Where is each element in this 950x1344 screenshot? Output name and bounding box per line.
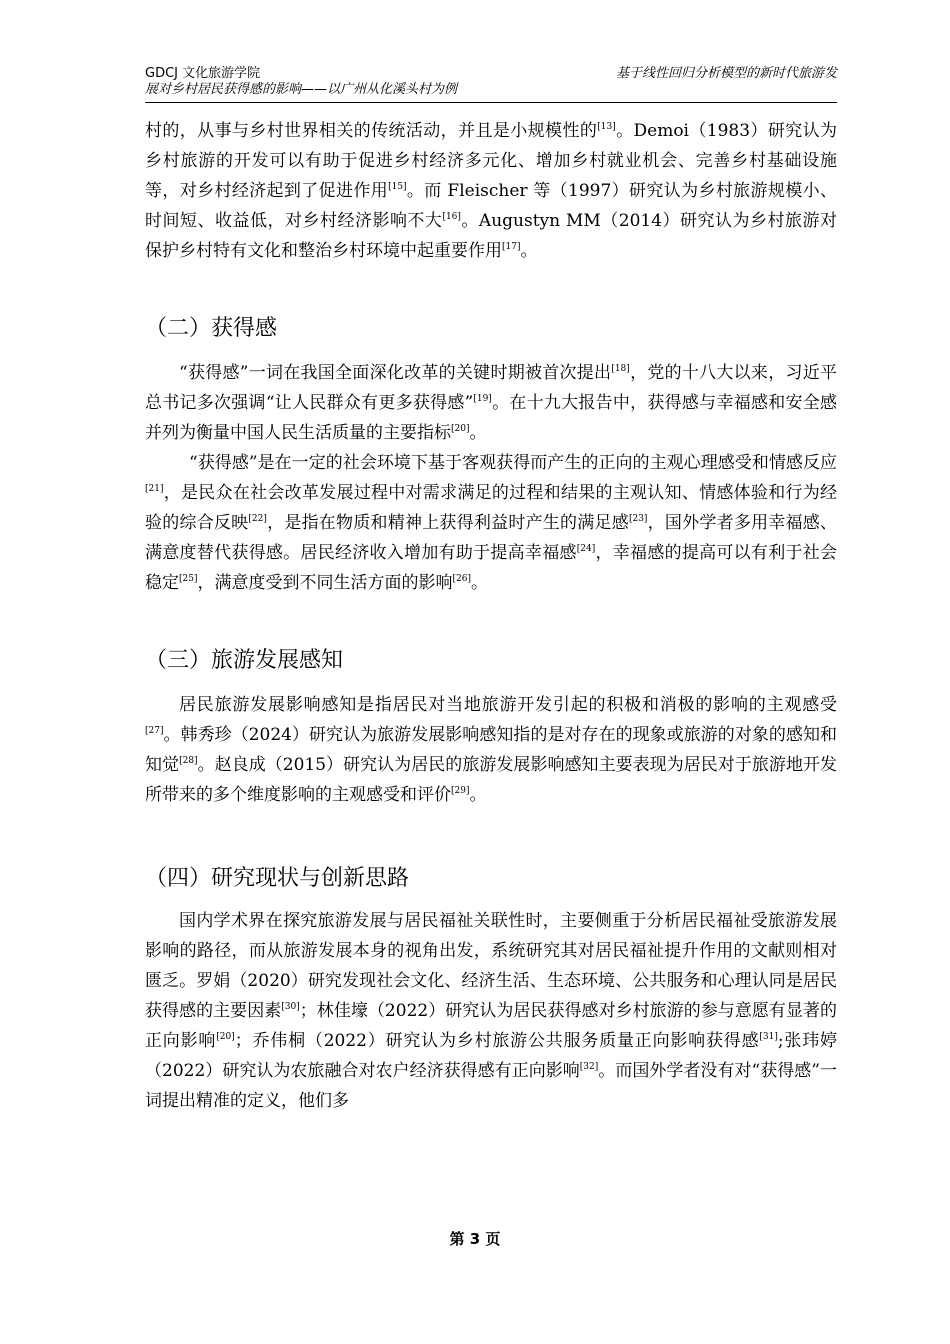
citation: [27] [145,726,164,736]
citation: [25] [179,574,198,584]
citation: [15] [388,182,407,192]
citation: [30] [281,1002,300,1012]
citation: [24] [576,544,596,554]
citation: [21] [145,484,164,494]
citation: [19] [473,394,492,404]
page-number: 第 3 页 [449,1230,501,1248]
body-text [145,116,837,1116]
citation: [22] [248,514,267,524]
citation: [32] [579,1062,599,1072]
paragraph-rural-tourism-literature: 村的，从事与乡村世界相关的传统活动，并且是小规模性的[13]。Demoi（1983）研究认为乡村旅游的开发可以有助于促进乡村经济多元化、增加乡村就业机会、完善乡村基础设施等，对乡村经济起到了促进作用[15]。而 Fleischer 等（1997）研究认为乡村旅游规模小、时间短、收益低，对乡村经济影响不大[16]。Augustyn MM（2014）研究认为乡村旅游对保护乡村特有文化和整治乡村环境中起重要作用[17]。 [145,121,838,261]
header-divider [145,102,837,103]
citation: [26] [452,574,471,584]
citation: [29] [451,786,470,796]
citation: [17] [502,242,521,252]
section-heading-research-status: （四）研究现状与创新思路 [145,866,410,891]
citation: [28] [179,756,198,766]
paragraph-sense-of-gain-definition: “获得感”是在一定的社会环境下基于客观获得而产生的正向的主观心理感受和情感反应[21]，是民众在社会改革发展过程中对需求满足的过程和结果的主观认知、情感体验和行为经验的综合反映[22]，是指在物质和精神上获得利益时产生的满足感[23]，国外学者多用幸福感、满意度替代获得感。居民经济收入增加有助于提高幸福感[24]，幸福感的提高可以有利于社会稳定[25]，满意度受到不同生活方面的影响[26]。 [145,453,838,593]
paragraph-tourism-perception: 居民旅游发展影响感知是指居民对当地旅游开发引起的积极和消极的影响的主观感受[27]。韩秀珍（2024）研究认为旅游发展影响感知指的是对存在的现象或旅游的对象的感知和知觉[28]。赵良成（2015）研究认为居民的旅游发展影响感知主要表现为居民对于旅游地开发所带来的多个维度影响的主观感受和评价[29]。 [145,695,838,805]
header-institution: GDCJ 文化旅游学院 [145,66,261,81]
citation: [13] [597,122,616,132]
section-heading-sense-of-gain: （二）获得感 [145,316,278,341]
running-header [145,66,837,98]
citation: [16] [442,212,461,222]
section-heading-tourism-perception: （三）旅游发展感知 [145,648,344,673]
header-title-part1: 基于线性回归分析模型的新时代旅游发 [615,66,837,81]
citation: [20] [451,424,470,434]
citation: [31] [759,1032,778,1042]
citation: [23] [628,514,648,524]
citation: [20] [216,1032,235,1042]
paragraph-sense-of-gain-origin: “获得感”一词在我国全面深化改革的关键时期被首次提出[18]，党的十八大以来，习近平总书记多次强调“让人民群众有更多获得感”[19]。在十九大报告中，获得感与幸福感和安全感并列为衡量中国人民生活质量的主要指标[20]。 [145,363,838,443]
paragraph-research-status: 国内学术界在探究旅游发展与居民福祉关联性时，主要侧重于分析居民福祉受旅游发展影响的路径，而从旅游发展本身的视角出发，系统研究其对居民福祉提升作用的文献则相对匮乏。罗娟（2020）研究发现社会文化、经济生活、生态环境、公共服务和心理认同是居民获得感的主要因素[30]；林佳壕（2022）研究认为居民获得感对乡村旅游的参与意愿有显著的正向影响[20]；乔伟桐（2022）研究认为乡村旅游公共服务质量正向影响获得感[31];张玮婷（2022）研究认为农旅融合对农户经济获得感有正向影响[32]。而国外学者没有对“获得感”一词提出精准的定义，他们多 [145,911,838,1111]
citation: [18] [611,364,630,374]
header-title-part2: 展对乡村居民获得感的影响——以广州从化溪头村为例 [145,82,458,97]
